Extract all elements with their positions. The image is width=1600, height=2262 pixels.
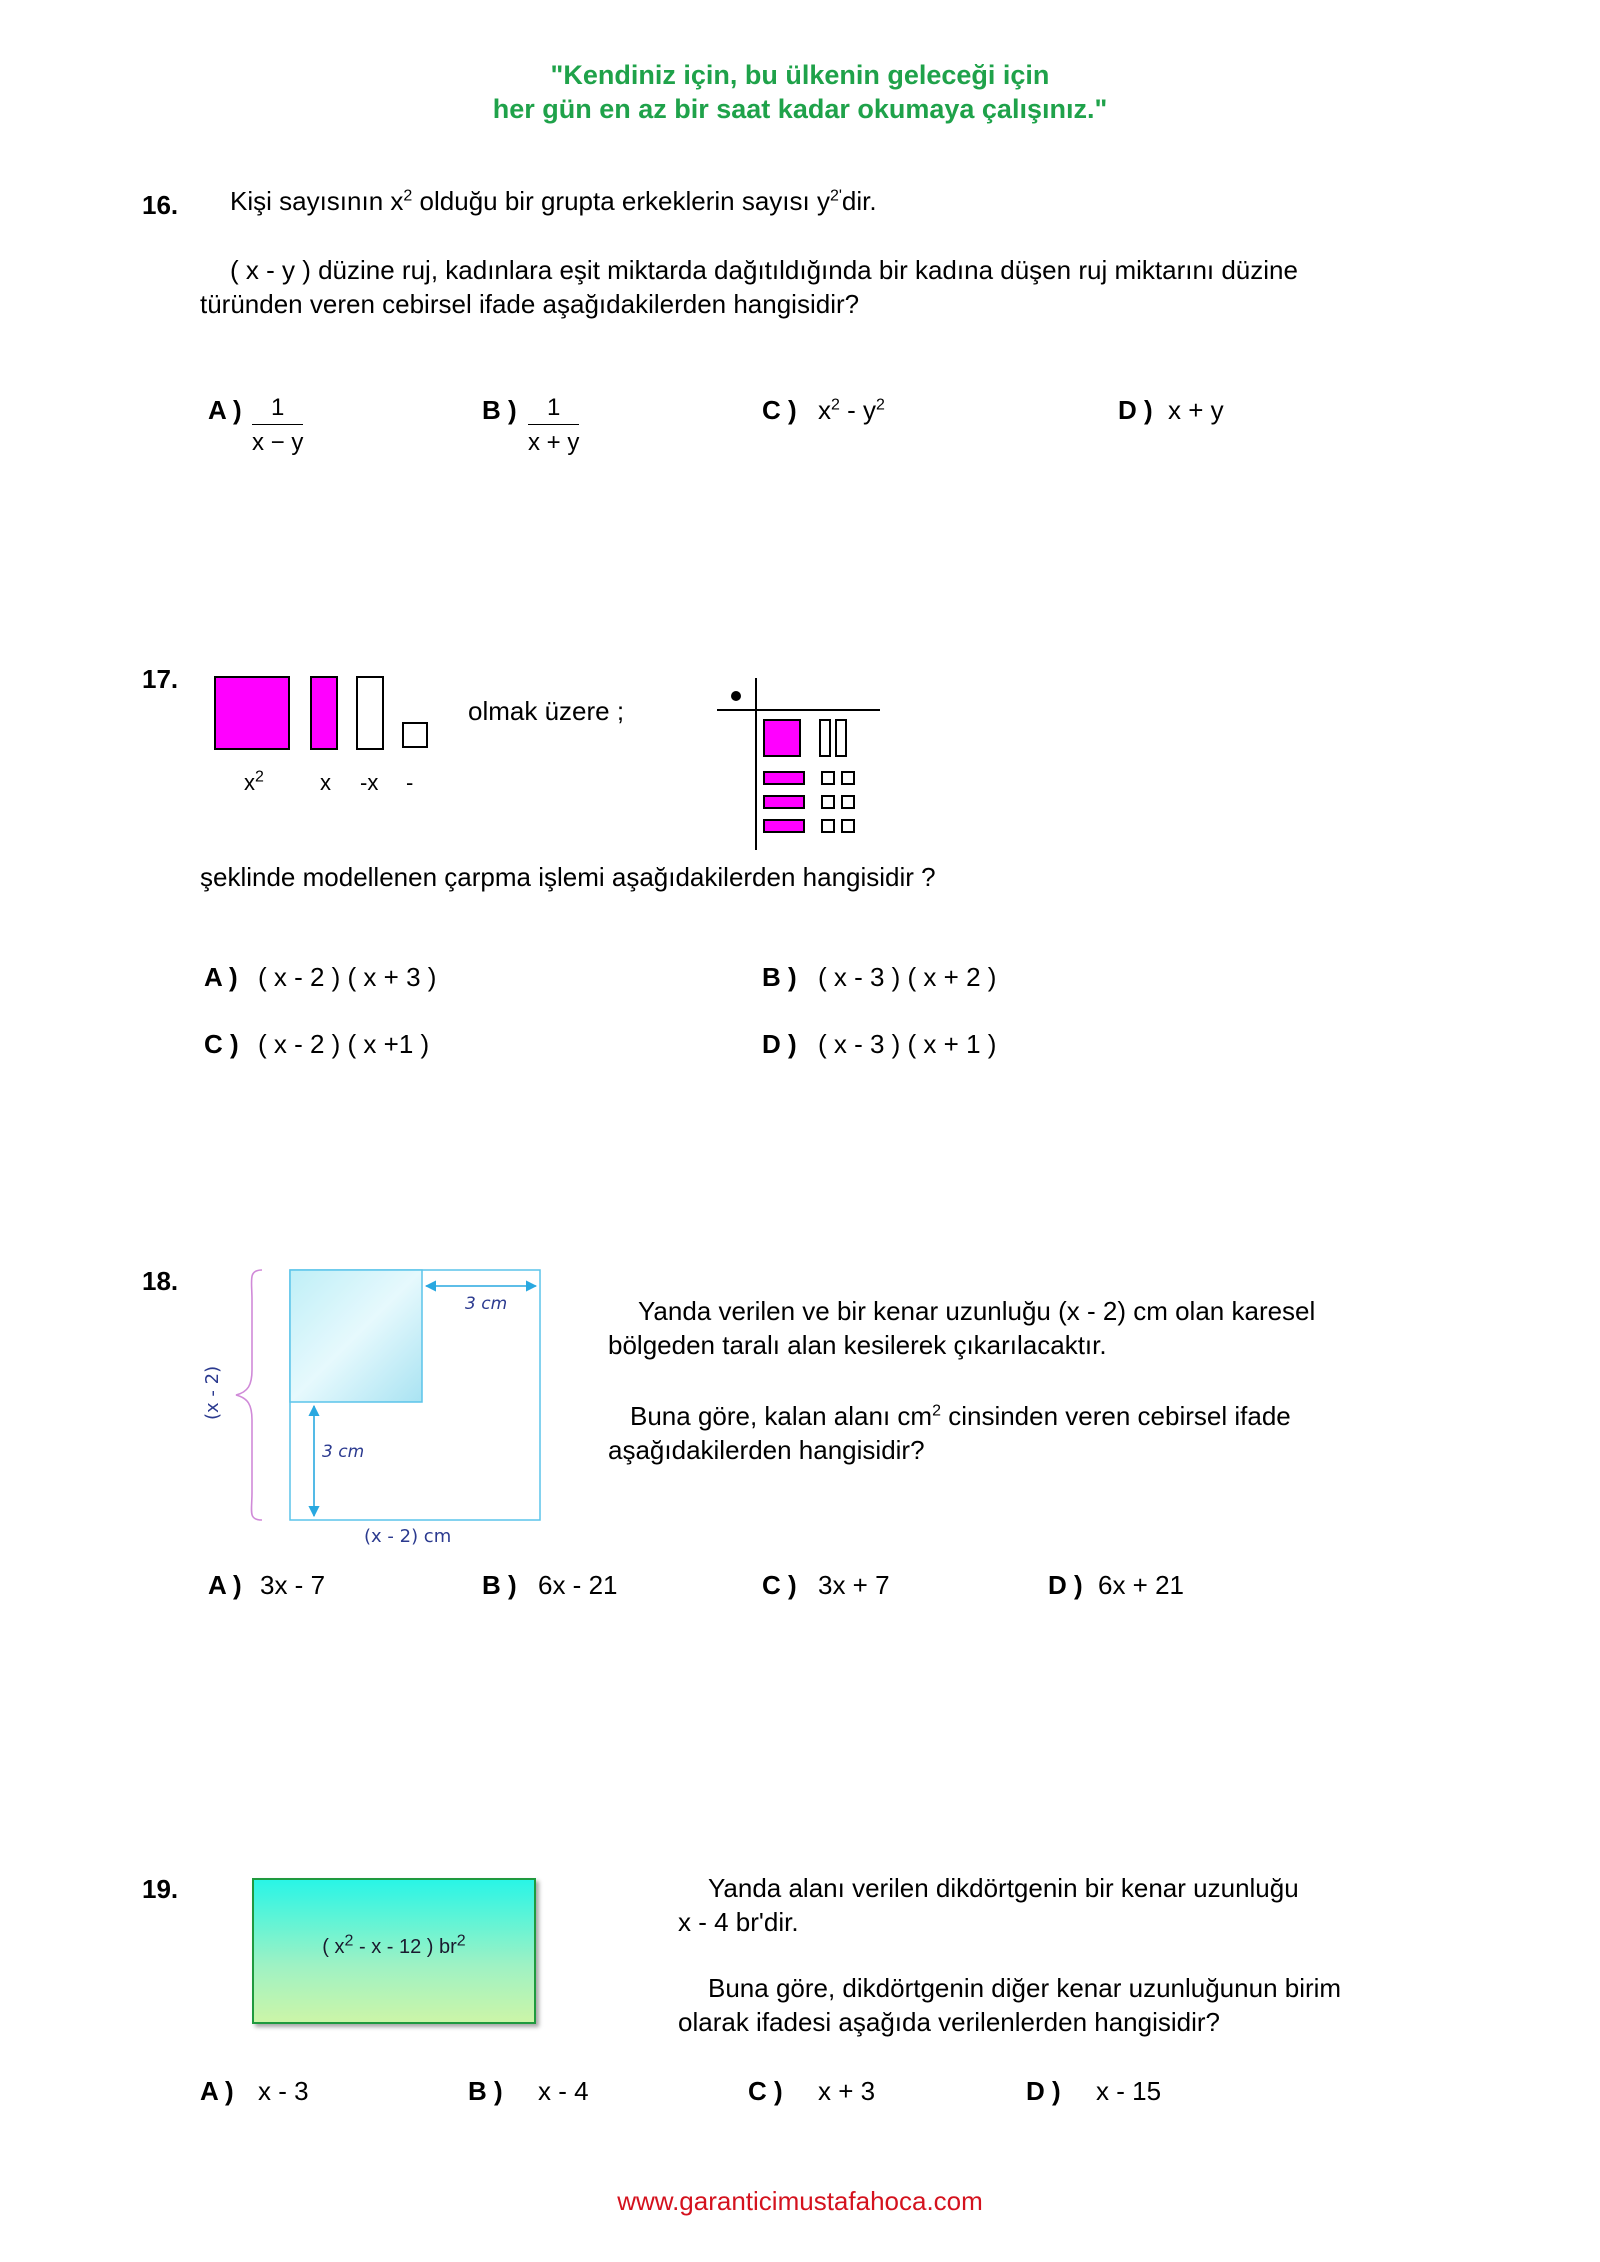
tile-x (310, 676, 338, 750)
option-a-text[interactable]: x - 3 (258, 2076, 309, 2106)
option-d-letter[interactable]: D ) (1048, 1570, 1083, 1600)
question-19-number: 19. (142, 1874, 179, 1904)
option-c-letter[interactable]: C ) (762, 395, 797, 425)
question-16-line-1: Kişi sayısının $x^2$ olduğu bir grupta erkeklerin sayısı $y^{2'}dir$. (230, 186, 877, 216)
question-19-line-2: x - 4 br'dir. (678, 1907, 799, 1937)
option-c-letter[interactable]: C ) (762, 1570, 797, 1600)
bottom-dimension-label: (x - 2) cm (364, 1526, 452, 1547)
option-a-text[interactable]: ( x - 2 ) ( x + 3 ) (258, 962, 437, 992)
question-18-line-1: Yanda verilen ve bir kenar uzunluğu (x - 2) cm olan karesel (638, 1296, 1316, 1326)
motto-line-2: her gün en az bir saat kadar okumaya çalışınız." (492, 94, 1108, 124)
tile-negative-x (356, 676, 384, 750)
option-c-text[interactable]: 3x + 7 (818, 1570, 890, 1600)
rectangle-area-label: ( $x^2$ - x - 12 ) $br^2$ (322, 1932, 466, 1958)
option-d-letter[interactable]: D ) (1118, 395, 1153, 425)
side-dimension-label: (x - 2) (202, 1365, 223, 1420)
question-19-line-1: Yanda alanı verilen dikdörtgenin bir kenar uzunluğu (708, 1873, 1299, 1903)
fraction-denominator: x − y (252, 429, 304, 456)
option-a-letter[interactable]: A ) (208, 395, 242, 425)
option-c-letter[interactable]: C ) (748, 2076, 783, 2106)
option-b-letter[interactable]: B ) (482, 1570, 517, 1600)
top-dimension-label: 3 cm (465, 1294, 508, 1314)
option-a-fraction[interactable] (252, 394, 303, 457)
option-c-letter[interactable]: C ) (204, 1029, 239, 1059)
question-17-number: 17. (142, 664, 179, 694)
question-18-line-3: Buna göre, kalan alanı $cm^2$ cinsinden veren cebirsel ifade (630, 1401, 1291, 1431)
tile-x-squared (214, 676, 290, 750)
question-16-line-3: türünden veren cebirsel ifade aşağıdakilerden hangisidir? (200, 289, 860, 319)
option-c-text[interactable]: ( x - 2 ) ( x +1 ) (258, 1029, 430, 1059)
option-d-text[interactable]: 6x + 21 (1098, 1570, 1185, 1600)
option-b-text[interactable]: ( x - 3 ) ( x + 2 ) (818, 962, 997, 992)
option-b-letter[interactable]: B ) (468, 2076, 503, 2106)
option-b-fraction[interactable] (528, 394, 579, 457)
question-16-number: 16. (142, 190, 179, 220)
question-17-text: şeklinde modellenen çarpma işlemi aşağıdakilerden hangisidir ? (200, 862, 936, 892)
fraction-denominator: x + y (528, 429, 580, 456)
question-19-line-4: olarak ifadesi aşağıda verilenlerden hangisidir? (678, 2007, 1221, 2037)
olmak-uzere-text: olmak üzere ; (468, 696, 625, 726)
option-d-letter[interactable]: D ) (762, 1029, 797, 1059)
fraction-numerator: 1 (528, 394, 579, 425)
label-x-squared: $x^2$ (244, 768, 264, 795)
option-a-text[interactable]: 3x - 7 (260, 1570, 326, 1600)
option-d-text[interactable]: x - 15 (1096, 2076, 1162, 2106)
option-d-text[interactable]: ( x - 3 ) ( x + 1 ) (818, 1029, 997, 1059)
option-d-letter[interactable]: D ) (1026, 2076, 1061, 2106)
option-a-letter[interactable]: A ) (204, 962, 238, 992)
label-x: x (320, 770, 331, 795)
label-negative-x: -x (360, 770, 379, 795)
option-c-text[interactable]: x + 3 (818, 2076, 876, 2106)
question-16-line-2: ( x - y ) düzine ruj, kadınlara eşit miktarda dağıtıldığında bir kadına düşen ruj miktarını düzine (230, 255, 1298, 285)
option-b-letter[interactable]: B ) (482, 395, 517, 425)
fraction-numerator: 1 (252, 394, 303, 425)
tile-negative-unit (402, 722, 428, 748)
area-rectangle (252, 1878, 536, 2024)
multiplication-model (712, 672, 882, 852)
question-19-line-3: Buna göre, dikdörtgenin diğer kenar uzunluğunun birim (708, 1973, 1342, 2003)
label-negative-unit: - (406, 770, 414, 795)
option-c-text[interactable]: $x^2 - y^2$ (818, 395, 885, 425)
question-18-number: 18. (142, 1266, 179, 1296)
option-a-letter[interactable]: A ) (200, 2076, 234, 2106)
option-b-text[interactable]: x - 4 (538, 2076, 589, 2106)
option-d-text[interactable]: x + y (1168, 395, 1224, 425)
option-b-text[interactable]: 6x - 21 (538, 1570, 618, 1600)
option-b-letter[interactable]: B ) (762, 962, 797, 992)
motto-line-1: "Kendiniz için, bu ülkenin geleceği için (550, 60, 1050, 90)
footer-url[interactable]: www.garanticimustafahoca.com (617, 2186, 983, 2216)
question-18-line-4: aşağıdakilerden hangisidir? (608, 1435, 925, 1465)
left-inner-dimension-label: 3 cm (322, 1442, 365, 1462)
option-a-letter[interactable]: A ) (208, 1570, 242, 1600)
square-cut-diagram (200, 1260, 560, 1560)
multiplication-model-graphic (712, 672, 882, 852)
question-18-line-2: bölgeden taralı alan kesilerek çıkarılacaktır. (608, 1330, 1107, 1360)
